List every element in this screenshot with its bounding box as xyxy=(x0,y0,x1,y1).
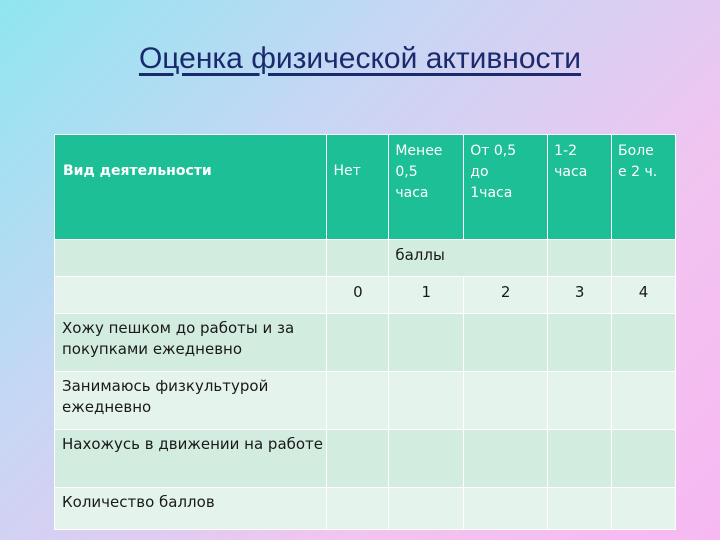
row-label: Занимаюсь физкультурой ежедневно xyxy=(55,372,327,430)
table-row xyxy=(55,314,676,372)
row-label: Количество баллов xyxy=(55,488,327,530)
header-one-to-two-hours: 1-2 часа xyxy=(548,135,612,240)
header-activity-type: Вид деятельности xyxy=(55,135,327,240)
activity-table xyxy=(54,134,676,530)
header-more-than-two-hours: Боле е 2 ч. xyxy=(612,135,676,240)
header-half-to-one-hour: От 0,5 до 1часа xyxy=(464,135,548,240)
table-row xyxy=(55,430,676,488)
points-label-row xyxy=(55,240,676,277)
points-cell: 4 xyxy=(612,277,676,314)
header-less-half-hour: Менее 0,5 часа xyxy=(389,135,464,240)
header-none: Нет xyxy=(327,135,389,240)
points-row xyxy=(55,277,676,314)
table-row-total xyxy=(55,488,676,530)
page-title: Оценка физической активности xyxy=(138,42,582,75)
points-cell: 1 xyxy=(389,277,464,314)
row-label: Нахожусь в движении на работе xyxy=(55,430,327,488)
table-header-row xyxy=(55,135,676,240)
table-row xyxy=(55,372,676,430)
points-cell: 2 xyxy=(464,277,548,314)
points-cell: 0 xyxy=(327,277,389,314)
row-label: Хожу пешком до работы и за покупками ежедневно xyxy=(55,314,327,372)
points-label: баллы xyxy=(389,240,548,277)
points-cell: 3 xyxy=(548,277,612,314)
